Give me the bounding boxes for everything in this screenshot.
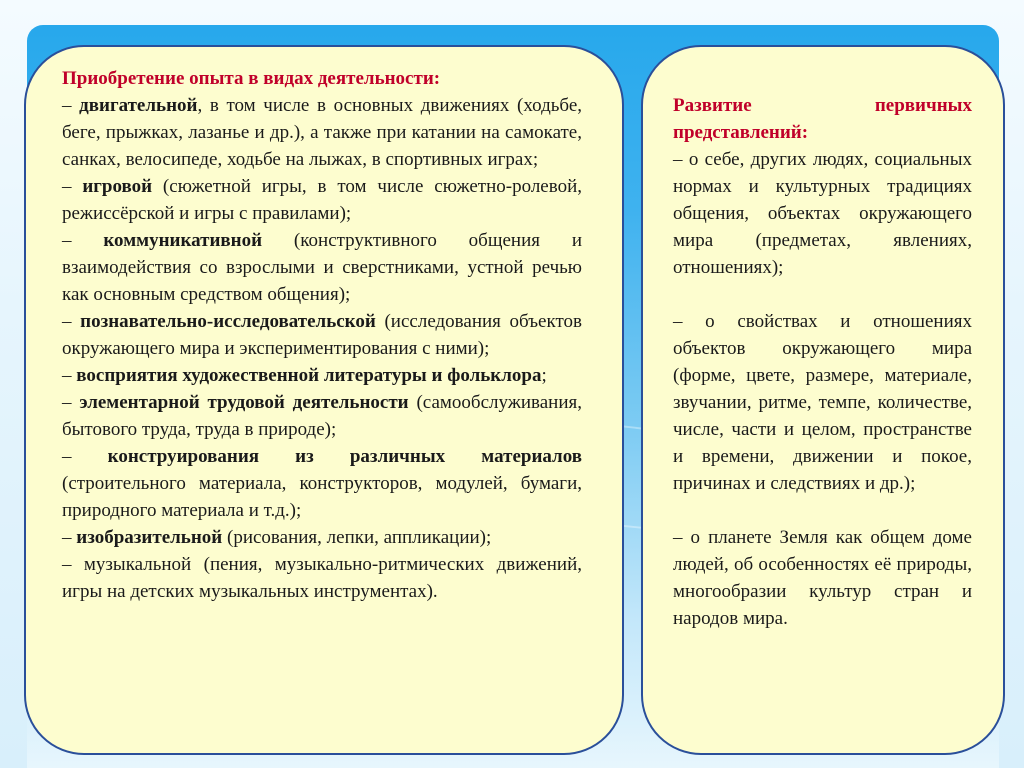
activity-item-description: музыкальной (пения, музыкально-ритмических движений, игры на детских музыкальных инструментах). [62,554,582,602]
activity-item-prefix: – [62,446,108,467]
activity-item-name: игровой [82,176,153,197]
activity-item [62,308,582,362]
activity-item [62,92,582,173]
activity-item-description: (самообслуживания, бытового труда, труда в природе); [62,392,583,440]
activity-item-prefix: – [62,527,77,548]
activity-item-name: элементарной трудовой деятельности [79,392,409,413]
activity-list [62,92,582,605]
left-panel [24,45,624,755]
activity-item-prefix: – [62,392,80,413]
activity-item-prefix: – [62,365,77,386]
right-panel [641,45,1005,755]
activity-item-name: изобразительной [76,527,223,548]
activity-item-prefix: – [62,95,80,116]
activity-item-prefix: – [62,311,81,332]
activity-item-name: двигательной [79,95,198,116]
activity-item [62,443,582,524]
activity-item-name: восприятия художественной литературы и фольклора [76,365,542,386]
activity-item-description: (исследования объектов окружающего мира и экспериментирования с ними); [62,311,582,359]
activity-item-name: познавательно-исследовательской [80,311,376,332]
activity-item-prefix: – [62,554,84,575]
activity-item [62,362,582,389]
left-panel-heading: Приобретение опыта в видах деятельности: [62,68,441,89]
right-panel-heading: Развитие первичных [673,95,972,116]
activity-item-prefix: – [62,230,104,251]
activity-item-description: (рисования, лепки, аппликации); [222,527,492,548]
paragraph-spacer [673,281,972,308]
activity-item-description: ; [541,365,547,386]
activity-item [62,173,582,227]
activity-item-name: конструирования из различных материалов [107,446,583,467]
activity-item [62,227,582,308]
activity-item-description: (сюжетной игры, в том числе сюжетно-ролевой, режиссёрской и игры с правилами); [62,176,582,224]
representation-paragraph: – о планете Земля как общем доме людей, об особенностях её природы, многообразии культур стран и народов мира. [673,527,972,629]
activity-item-description: , в том числе в основных движениях (ходьбе, беге, прыжках, лазанье и др.), а также при катании на самокате, санках, велосипеде, ходьбе на лыжах, в спортивных играх; [62,95,583,170]
activity-item [62,551,582,605]
activity-item-prefix: – [62,176,83,197]
activity-item [62,389,582,443]
activity-item-description: (строительного материала, конструкторов, модулей, бумаги, природного материала и т.д.); [62,473,582,521]
activity-item-description: (конструктивного общения и взаимодействия со взрослыми и сверстниками, устной речью как основным средством общения); [62,230,582,305]
paragraph-spacer [673,497,972,524]
activity-item [62,524,582,551]
representation-paragraph: – о свойствах и отношениях объектов окружающего мира (форме, цвете, размере, материале, звучании, ритме, темпе, количестве, числе, части и целом, пространстве и времени, движении и покое, причинах и следствиях и др.); [673,311,972,494]
activity-item-name: коммуникативной [103,230,263,251]
representation-paragraph: – о себе, других людях, социальных нормах и культурных традициях общения, объектах окружающего мира (предметах, явлениях, отношениях); [673,149,972,278]
right-panel-heading-line2: представлений: [673,122,809,143]
